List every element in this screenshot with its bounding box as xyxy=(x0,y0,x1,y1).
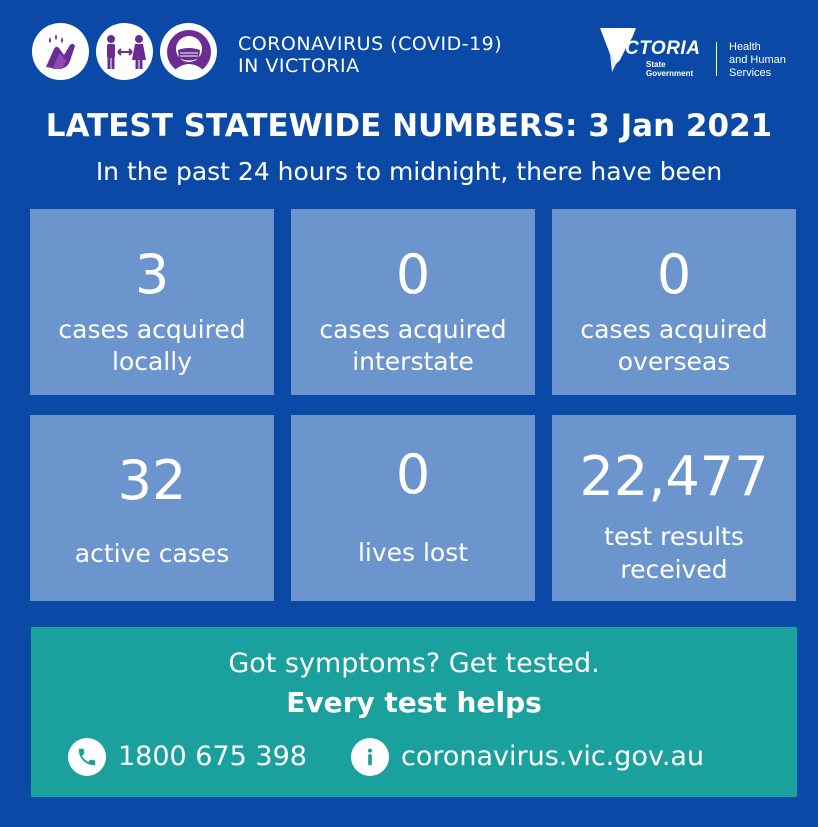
victoria-logo-sub-line2: Government xyxy=(646,69,694,78)
social-distancing-icon xyxy=(96,23,153,80)
department-line1: Health xyxy=(729,41,761,53)
campaign-title xyxy=(238,33,502,77)
stat-tile-active-cases xyxy=(30,415,274,601)
campaign-title-line2: IN VICTORIA xyxy=(238,55,360,77)
cta-heading: Got symptoms? Get tested. xyxy=(228,648,600,679)
stat-label-line1: cases acquired xyxy=(58,315,246,344)
victoria-logo-sub xyxy=(646,60,693,78)
stat-tile-lives-lost xyxy=(291,415,535,601)
stat-label-line2: interstate xyxy=(352,347,474,376)
stat-value: 0 xyxy=(395,243,431,306)
stat-tile-local-cases xyxy=(30,209,274,395)
stat-label-line1: lives lost xyxy=(357,538,469,567)
page-title: LATEST STATEWIDE NUMBERS: 3 Jan 2021 xyxy=(45,108,773,144)
stat-label-line1: test results xyxy=(604,522,744,551)
stat-value: 22,477 xyxy=(579,445,769,508)
department-line3: Services xyxy=(729,67,772,79)
stat-label-line1: cases acquired xyxy=(580,315,768,344)
phone-icon xyxy=(68,738,106,776)
hand-washing-icon xyxy=(32,23,89,80)
testing-call-to-action xyxy=(31,627,797,797)
cta-tagline: Every test helps xyxy=(286,686,542,719)
face-mask-icon xyxy=(160,23,217,80)
stat-label-line2: received xyxy=(620,555,728,584)
page-subtitle: In the past 24 hours to midnight, there have been xyxy=(95,157,723,186)
stat-tile-overseas-cases xyxy=(552,209,796,395)
phone-number: 1800 675 398 xyxy=(118,741,307,772)
logo-divider xyxy=(716,42,717,76)
header xyxy=(0,0,818,108)
website-link[interactable] xyxy=(351,737,704,777)
stat-label-line2: locally xyxy=(112,347,192,376)
phone-contact[interactable] xyxy=(68,737,307,777)
stat-value: 3 xyxy=(134,243,170,306)
stat-label-line2: overseas xyxy=(617,347,731,376)
stat-value: 32 xyxy=(117,449,187,512)
stat-tile-interstate-cases xyxy=(291,209,535,395)
stat-tile-test-results xyxy=(552,415,796,601)
stat-value: 0 xyxy=(395,443,431,506)
info-icon xyxy=(351,738,389,776)
department-name xyxy=(729,41,786,80)
stat-value: 0 xyxy=(656,243,692,306)
website-url: coronavirus.vic.gov.au xyxy=(401,741,705,772)
department-line2: and Human xyxy=(729,54,786,66)
campaign-title-line1: CORONAVIRUS (COVID-19) xyxy=(238,33,503,55)
victoria-logo-word: VICTORIA xyxy=(606,38,701,59)
stat-label-line1: active cases xyxy=(74,539,230,568)
victoria-logo-sub-line1: State xyxy=(646,60,666,69)
stat-label-line1: cases acquired xyxy=(319,315,507,344)
